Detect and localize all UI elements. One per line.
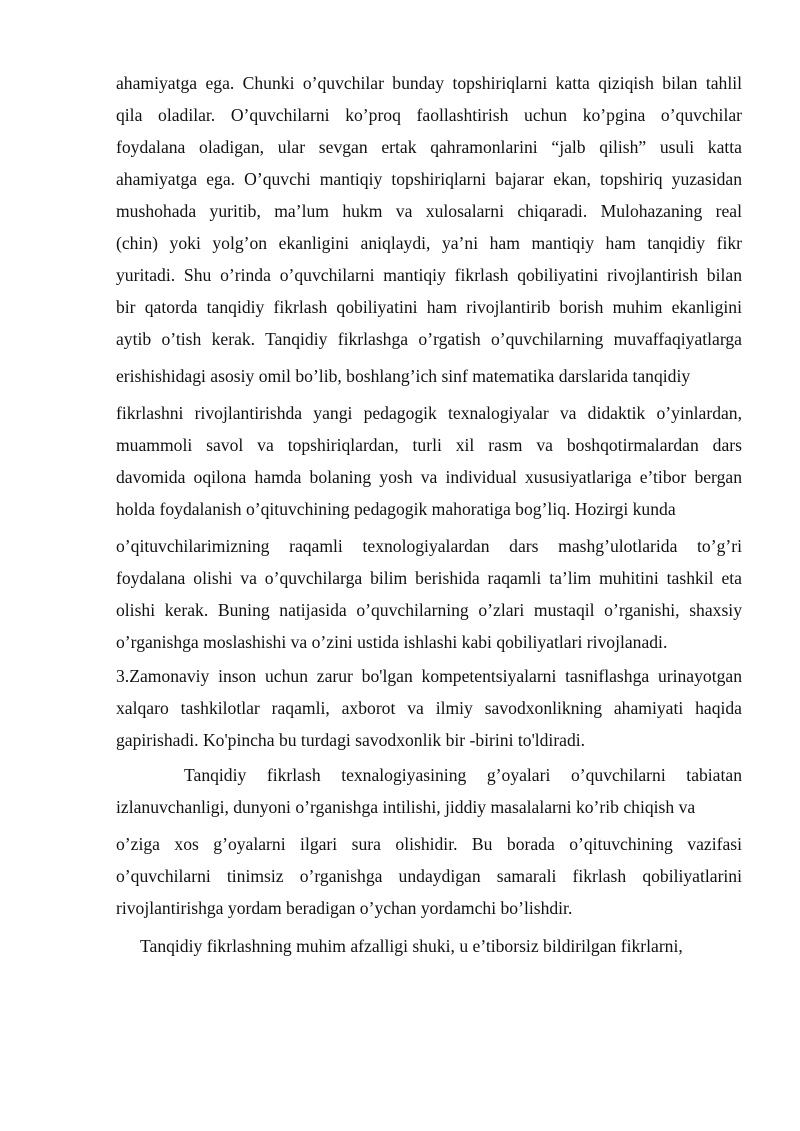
paragraph-2 xyxy=(116,665,742,752)
text-line: bir qatorda tanqidiy fikrlash qobiliyatini ham rivojlantirib borish muhim ekanligini xyxy=(116,297,742,317)
text-line: gapirishadi. Ko'pincha bu turdagi savodxonlik bir -birini to'ldiradi. xyxy=(116,730,586,750)
text-line: (chin) yoki yolg’on ekanligini aniqlaydi, ya’ni ham mantiqiy ham tanqidiy fikr xyxy=(116,233,742,253)
text-line: 3.Zamonaviy inson uchun zarur bo'lgan kompetentsiyalarni tasniflashga urinayotgan xyxy=(116,666,742,686)
text-line: o’quvchilarni tinimsiz o’rganishga undaydigan samarali fikrlash qobiliyatlarini xyxy=(116,866,742,886)
text-line: aytib o’tish kerak. Tanqidiy fikrlashga o’rgatish o’quvchilarning muvaffaqiyatlarga xyxy=(116,329,742,349)
text-line: rivojlantirishga yordam beradigan o’ychan yordamchi bo’lishdir. xyxy=(116,898,573,918)
text-line: muammoli savol va topshiriqlardan, turli xil rasm va boshqotirmalardan dars xyxy=(116,435,742,455)
text-line: izlanuvchanligi, dunyoni o’rganishga intilishi, jiddiy masalalarni ko’rib chiqish va xyxy=(116,797,696,817)
text-line: mushohada yuritib, ma’lum hukm va xulosalarni chiqaradi. Mulohazaning real xyxy=(116,201,742,221)
text-line: foydalana olishi va o’quvchilarga bilim berishida raqamli ta’lim muhitini tashkil eta xyxy=(116,568,742,588)
text-line: erishishidagi asosiy omil bo’lib, boshlang’ich sinf matematika darslarida tanqidiy xyxy=(116,366,691,386)
text-line: fikrlashni rivojlantirishda yangi pedagogik texnalogiyalar va didaktik o’yinlardan, xyxy=(116,403,742,423)
text-line: davomida oqilona hamda bolaning yosh va individual xususiyatlariga e’tibor bergan xyxy=(116,467,742,487)
paragraph-1 xyxy=(116,72,742,654)
text-line: olishi kerak. Buning natijasida o’quvchilarning o’zlari mustaqil o’rganishi, shaxsiy xyxy=(116,600,742,620)
text-line: yuritadi. Shu o’rinda o’quvchilarni mantiqiy fikrlash qobiliyatini rivojlantirish bilan xyxy=(116,265,742,285)
text-line: o’rganishga moslashishi va o’zini ustida ishlashi kabi qobiliyatlari rivojlanadi. xyxy=(116,632,668,652)
text-line: ahamiyatga ega. Chunki o’quvchilar bunday topshiriqlarni katta qiziqish bilan tahlil xyxy=(116,73,742,93)
text-line: qila oladilar. O’quvchilarni ko’proq faollashtirish uchun ko’pgina o’quvchilar xyxy=(116,105,742,125)
text-line: foydalana oladigan, ular sevgan ertak qahramonlarini “jalb qilish” usuli katta xyxy=(116,137,742,157)
document-body xyxy=(116,72,742,958)
text-line: o’qituvchilarimizning raqamli texnologiyalardan dars mashg’ulotlarida to’g’ri xyxy=(116,536,742,556)
paragraph-4 xyxy=(116,935,742,958)
text-line: o’ziga xos g’oyalarni ilgari sura olishidir. Bu borada o’qituvchining vazifasi xyxy=(116,834,742,854)
text-line: Tanqidiy fikrlash texnalogiyasining g’oyalari o’quvchilarni tabiatan xyxy=(184,765,742,785)
text-line: ahamiyatga ega. O’quvchi mantiqiy topshiriqlarni bajarar ekan, topshiriq yuzasidan xyxy=(116,169,742,189)
text-line: holda foydalanish o’qituvchining pedagogik mahoratiga bog’liq. Hozirgi kunda xyxy=(116,499,676,519)
paragraph-3 xyxy=(116,764,742,920)
text-line: Tanqidiy fikrlashning muhim afzalligi shuki, u e’tiborsiz bildirilgan fikrlarni, xyxy=(140,936,683,956)
text-line: xalqaro tashkilotlar raqamli, axborot va ilmiy savodxonlikning ahamiyati haqida xyxy=(116,698,742,718)
